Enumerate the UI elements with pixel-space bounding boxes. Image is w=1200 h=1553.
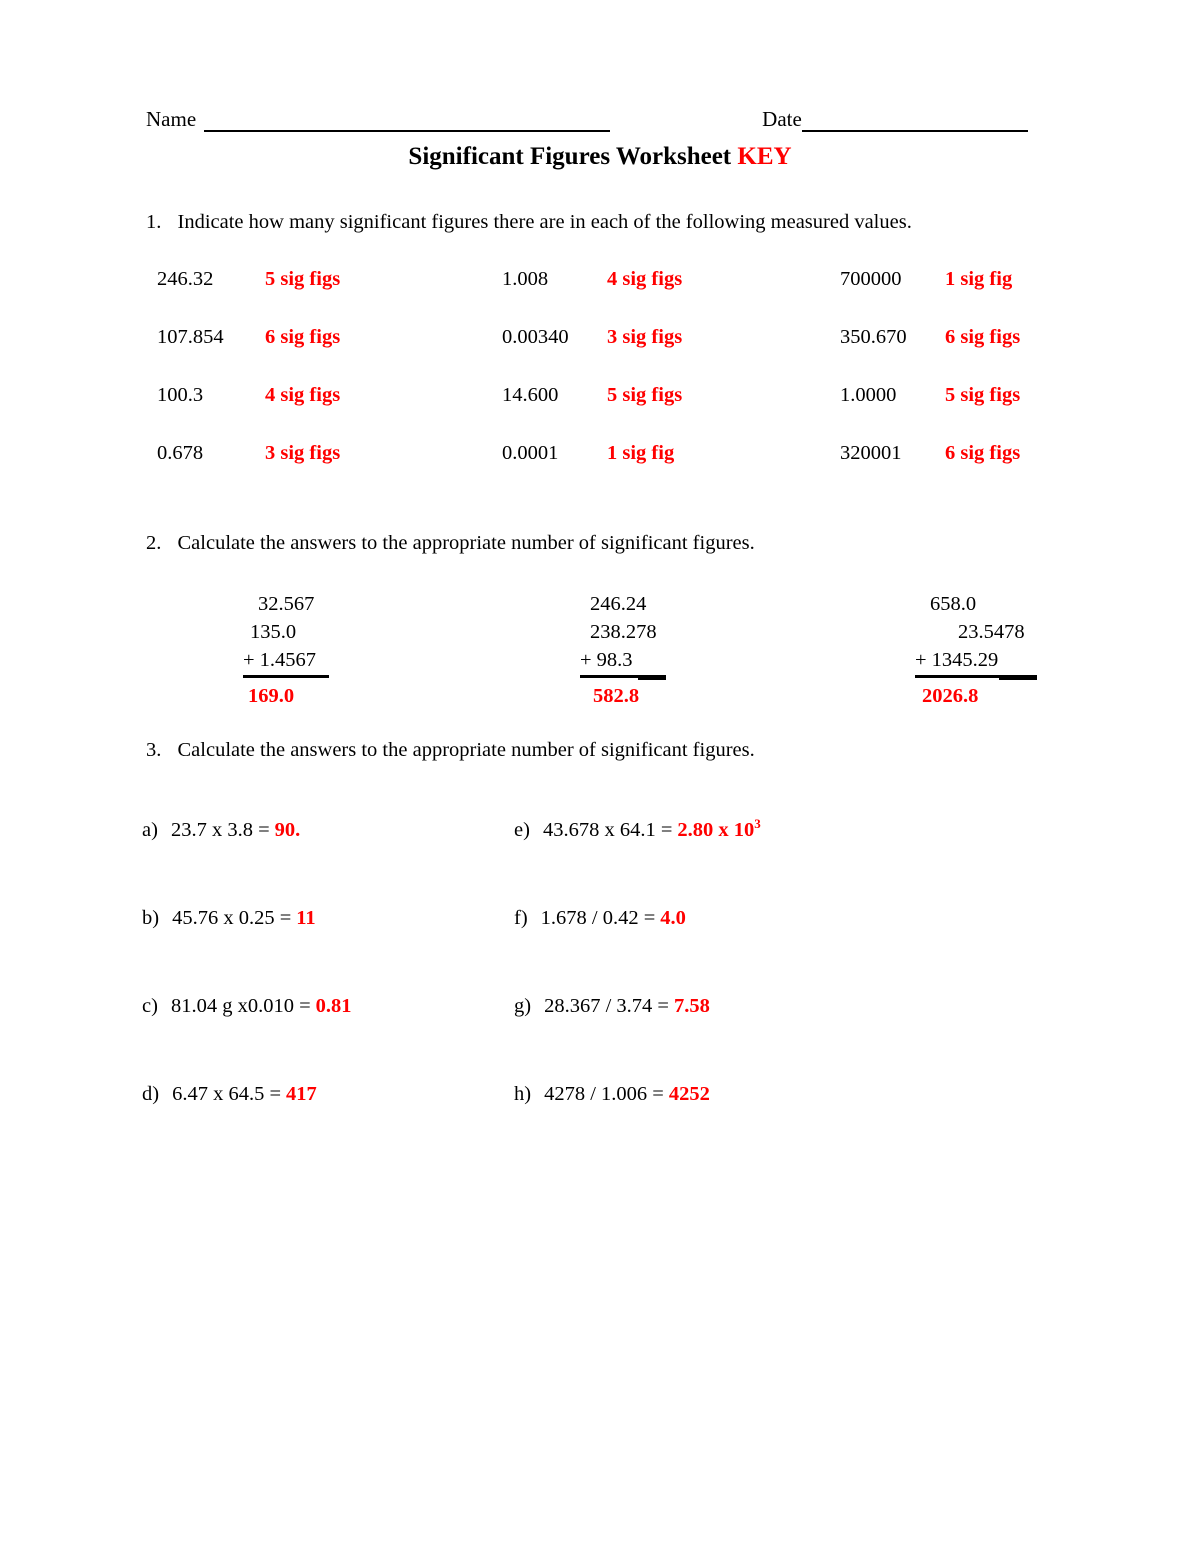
page-title-text: Significant Figures Worksheet: [408, 143, 732, 170]
item-label: c): [142, 994, 158, 1017]
item-answer-text: 4.0: [660, 906, 686, 929]
answer-cell: 4 sig figs: [607, 268, 683, 290]
item-label: e): [514, 818, 530, 841]
q2-prompt-row: [146, 532, 755, 555]
answer-cell: 4 sig figs: [265, 384, 341, 406]
answer-line: 2026.8: [922, 685, 979, 707]
value-cell: 0.00340: [502, 326, 569, 348]
item-answer: [674, 995, 710, 1017]
sum-operand-line: + 98.3: [580, 646, 666, 678]
addend-line: 135.0: [250, 621, 297, 643]
item-answer-text: 417: [286, 1082, 317, 1105]
value-cell: 246.32: [157, 268, 214, 290]
item-answer: [275, 819, 301, 841]
value-cell: 350.670: [840, 326, 907, 348]
answer-line: 169.0: [248, 685, 295, 707]
q3-item-a: [142, 816, 514, 904]
value-cell: 0.0001: [502, 442, 559, 464]
q3-item-h: [514, 1080, 761, 1168]
answer-cell: 1 sig fig: [607, 442, 675, 464]
q3-prompt-row: [146, 739, 755, 762]
item-expression: 28.367 / 3.74 =: [544, 994, 669, 1017]
q1-grid: [157, 268, 1065, 500]
value-cell: 320001: [840, 442, 902, 464]
item-answer-text: 2.80 x 10: [677, 818, 755, 841]
addition-problem-2: [580, 590, 666, 710]
item-label: b): [142, 906, 160, 929]
answer-cell: 5 sig figs: [265, 268, 341, 290]
sum-operand-line: + 1345.29: [915, 646, 1037, 678]
answer-cell: 6 sig figs: [265, 326, 341, 348]
answer-cell: 6 sig figs: [945, 442, 1021, 464]
q3-item-e: [514, 816, 761, 904]
date-label: Date: [762, 107, 802, 131]
name-blank-line: [204, 106, 610, 132]
addend-line: 23.5478: [958, 621, 1025, 643]
header-row: [146, 106, 1048, 132]
answer-cell: 5 sig figs: [607, 384, 683, 406]
addition-problem-3: [915, 590, 1037, 710]
item-answer: [296, 907, 315, 929]
item-expression: 43.678 x 64.1 =: [542, 818, 673, 841]
exponent-sup: 3: [754, 816, 761, 831]
q3-prompt: Calculate the answers to the appropriate number of significant figures.: [177, 739, 755, 761]
item-label: a): [142, 818, 158, 841]
item-answer: [316, 995, 352, 1017]
item-answer-text: 7.58: [673, 994, 710, 1017]
item-answer: [286, 1083, 317, 1105]
value-cell: 100.3: [157, 384, 204, 406]
answer-cell: 3 sig figs: [607, 326, 683, 348]
item-answer-text: 90.: [274, 818, 301, 841]
q3-item-b: [142, 904, 514, 992]
q2-number: 2.: [146, 532, 162, 554]
q1-prompt-row: [146, 211, 912, 234]
value-cell: 0.678: [157, 442, 204, 464]
q2-prompt: Calculate the answers to the appropriate number of significant figures.: [177, 532, 755, 554]
q3-item-g: [514, 992, 761, 1080]
value-cell: 107.854: [157, 326, 224, 348]
answer-cell: 1 sig fig: [945, 268, 1013, 290]
item-answer: [669, 1083, 710, 1105]
item-answer-text: 4252: [668, 1082, 710, 1105]
name-label: Name: [146, 107, 197, 131]
q1-prompt: Indicate how many significant figures there are in each of the following measured values.: [177, 211, 912, 233]
date-blank-line: [802, 106, 1028, 132]
addend-line: 658.0: [930, 593, 977, 615]
item-answer-text: 0.81: [315, 994, 352, 1017]
item-answer: [660, 907, 686, 929]
item-expression: 81.04 g x0.010 =: [170, 994, 311, 1017]
item-expression: 1.678 / 0.42 =: [540, 906, 656, 929]
answer-line: 582.8: [593, 685, 640, 707]
item-label: g): [514, 994, 532, 1017]
item-label: f): [514, 906, 528, 929]
q3-items: [142, 816, 761, 1168]
q3-number: 3.: [146, 739, 162, 761]
page-title-key: KEY: [737, 143, 792, 170]
item-label: h): [514, 1082, 532, 1105]
value-cell: 700000: [840, 268, 902, 290]
answer-cell: 3 sig figs: [265, 442, 341, 464]
item-answer-text: 11: [296, 906, 316, 929]
value-cell: 14.600: [502, 384, 559, 406]
addend-line: 238.278: [590, 621, 657, 643]
item-expression: 4278 / 1.006 =: [544, 1082, 664, 1105]
q3-item-f: [514, 904, 761, 992]
item-expression: 45.76 x 0.25 =: [172, 906, 292, 929]
value-cell: 1.008: [502, 268, 549, 290]
q3-item-d: [142, 1080, 514, 1168]
q3-item-c: [142, 992, 514, 1080]
addend-line: 246.24: [590, 593, 647, 615]
answer-cell: 5 sig figs: [945, 384, 1021, 406]
q1-number: 1.: [146, 211, 162, 233]
value-cell: 1.0000: [840, 384, 897, 406]
addend-line: 32.567: [258, 593, 315, 615]
item-label: d): [142, 1082, 160, 1105]
item-expression: 23.7 x 3.8 =: [170, 818, 270, 841]
item-answer: [677, 816, 761, 841]
answer-cell: 6 sig figs: [945, 326, 1021, 348]
item-expression: 6.47 x 64.5 =: [172, 1082, 282, 1105]
addition-problem-1: [243, 590, 329, 710]
page-title: [0, 143, 1200, 171]
sum-operand-line: + 1.4567: [243, 646, 329, 678]
